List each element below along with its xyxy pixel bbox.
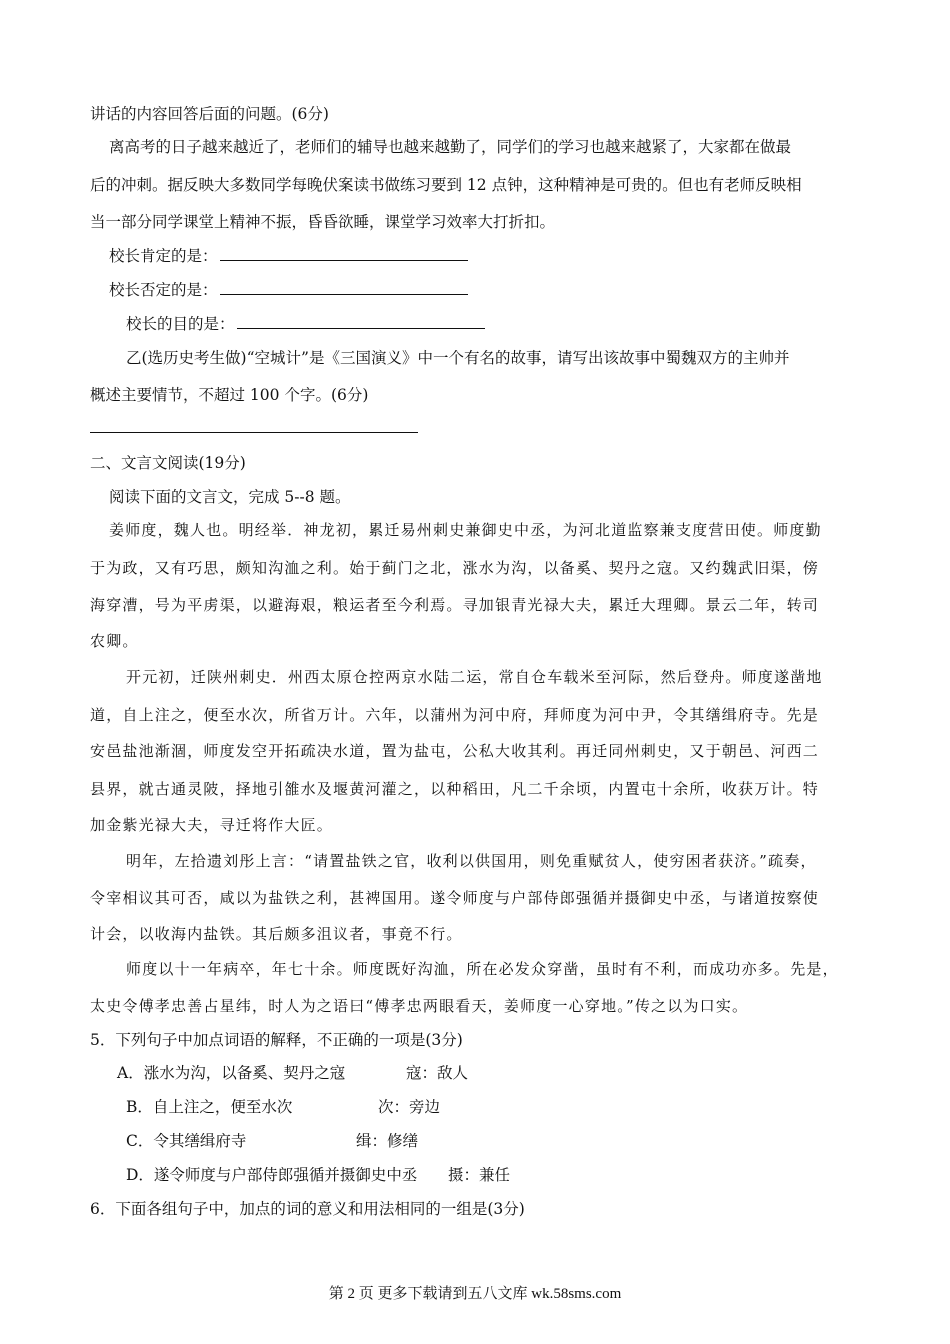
q5-option-d-text: D．遂令师度与户部侍郎强循并摄御史中丞 [126,1166,418,1184]
speech-line-3: 当一部分同学课堂上精神不振，昏昏欲睡，课堂学习效率大打折扣。 [90,213,556,231]
classical-line-8: 县界，就古通灵陂，择地引雒水及堰黄河灌之，以种稻田，凡二千余顷，内置屯十余所，收获万计。特 [90,780,820,798]
classical-line-2: 于为政，又有巧思，颇知沟洫之利。始于蓟门之北，涨水为沟，以备奚、契丹之寇。又约魏武旧渠，傍 [90,559,820,577]
classical-line-12: 计会，以收海内盐铁。其后颇多沮议者，事竟不行。 [90,925,463,943]
classical-line-7: 安邑盐池渐涸，师度发空开拓疏决水道，置为盐屯，公私大收其利。再迁同州刺史，又于朝邑、河西二 [90,742,820,760]
answer-blank-negate[interactable] [220,280,468,295]
answer-blank-purpose[interactable] [237,314,485,329]
classical-line-4: 农卿。 [90,632,139,650]
q5-option-b-text: B．自上注之，便至水次 [126,1098,293,1116]
question-affirm-label: 校长肯定的是： [109,247,218,265]
q5-option-d-gloss: 摄：兼任 [448,1166,511,1184]
q5-option-b[interactable] [126,1097,906,1117]
page-footer: 第 2 页 更多下载请到五八文库 wk.58sms.com [328,1286,622,1302]
speech-line-2: 后的冲刺。据反映大多数同学每晚伏案读书做练习要到 12 点钟，这种精神是可贵的。但也有老师反映相 [90,176,802,194]
classical-line-14: 太史令傅孝忠善占星纬，时人为之语曰“傅孝忠两眼看天，姜师度一心穿地。”传之以为口实。 [90,997,749,1015]
classical-line-9: 加金紫光禄大夫，寻迁将作大匠。 [90,816,334,834]
question-affirm [109,246,889,266]
intro-tail: 讲话的内容回答后面的问题。(6分) [90,105,329,123]
question-purpose-label: 校长的目的是： [126,315,235,333]
answer-blank-affirm[interactable] [220,246,468,261]
q5-option-a-text: A．涨水为沟，以备奚、契丹之寇 [117,1064,346,1082]
classical-line-6: 道，自上注之，便至水次，所省万计。六年，以蒲州为河中府，拜师度为河中尹，令其缮缉府寺。先是 [90,706,820,724]
history-question-line-1: 乙(选历史考生做)“空城计”是《三国演义》中一个有名的故事，请写出该故事中蜀魏双方的主帅并 [126,349,790,367]
question-negate-label: 校长否定的是： [109,281,218,299]
question-purpose [126,314,906,334]
history-question-line-2: 概述主要情节，不超过 100 个字。(6分) [90,386,369,404]
q5-option-d[interactable] [126,1165,906,1185]
q5-option-c-text: C．令其缮缉府寺 [126,1132,247,1150]
classical-line-5: 开元初，迁陕州刺史．州西太原仓控两京水陆二运，常自仓车载米至河际，然后登舟。师度遂凿地 [126,668,823,686]
section-2-instruction: 阅读下面的文言文，完成 5--8 题。 [109,488,351,506]
q5-option-b-gloss: 次：旁边 [378,1098,441,1116]
section-2-title: 二、文言文阅读(19分) [90,454,246,472]
q5-option-c[interactable] [126,1131,906,1151]
q5-option-a[interactable] [117,1063,897,1083]
classical-line-13: 师度以十一年病卒，年七十余。师度既好沟洫，所在必发众穿凿，虽时有不利，而成功亦多。先是， [126,960,839,978]
answer-line[interactable] [90,432,418,433]
q5-option-c-gloss: 缉：修缮 [356,1132,419,1150]
question-negate [109,280,889,300]
classical-line-11: 令宰相议其可否，咸以为盐铁之利，甚裨国用。遂令师度与户部侍郎强循并摄御史中丞，与诸道按察使 [90,889,820,907]
classical-line-10: 明年，左拾遗刘彤上言：“请置盐铁之官，收利以供国用，则免重赋贫人，使穷困者获济。”疏奏， [126,852,817,870]
question-6: 6．下面各组句子中，加点的词的意义和用法相同的一组是(3分) [90,1200,525,1218]
speech-line-1: 离高考的日子越来越近了，老师们的辅导也越来越勤了，同学们的学习也越来越紧了，大家都在做最 [109,138,792,156]
q5-option-a-gloss: 寇：敌人 [406,1064,469,1082]
classical-line-3: 海穿漕，号为平虏渠，以避海艰，粮运者至今利焉。寻加银青光禄大夫，累迁大理卿。景云二年，转司 [90,596,820,614]
classical-line-1: 姜师度，魏人也。明经举．神龙初，累迁易州刺史兼御史中丞，为河北道监察兼支度营田使。师度勤 [109,521,822,539]
question-5: 5．下列句子中加点词语的解释，不正确的一项是(3分) [90,1031,463,1049]
